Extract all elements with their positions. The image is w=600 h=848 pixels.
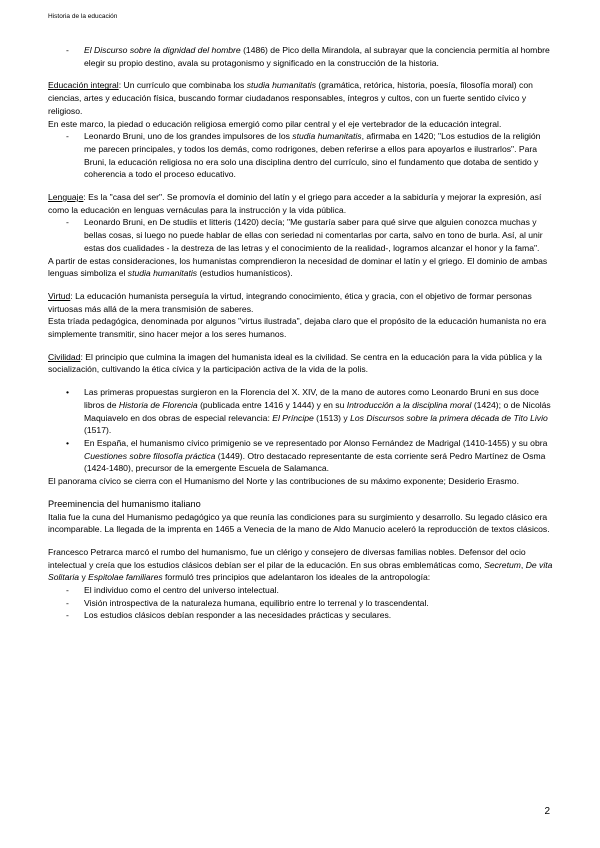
bullet-list: [48, 386, 554, 475]
quote-list: [48, 130, 554, 181]
section-virtud: [48, 290, 554, 341]
page-number: 2: [544, 806, 550, 817]
section-term: Civilidad: [48, 351, 81, 362]
paragraph: A partir de estas consideraciones, los humanistas comprendieron la necesidad de dominar el latín y el griego. El dominio de ambas lenguas simboliza el studia humanitatis (estudios humanísticos).: [48, 255, 548, 279]
list-item: • Las primeras propuestas surgieron en la Florencia del X. XIV, de la mano de autores como Leonardo Bruni en sus doce libros de Historia de Florencia (publicada entre 1416 y 1444) y en su Introducción a la disciplina moral (1424); o de Nicolás Maquiavelo en dos obras de especial relevancia: El Príncipe (1513) y Los Discursos sobre la primera década de Tito Livio (1517).: [48, 386, 554, 437]
paragraph: Lenguaje: Es la "casa del ser". Se promovía el dominio del latín y el griego para acceder a la sabiduría y mejorar la expresión, así como la educación en lenguas vernáculas para la instrucción y la vida pública.: [48, 192, 542, 215]
paragraph: Virtud: La educación humanista perseguía la virtud, integrando conocimiento, ética y gracia, con el objetivo de formar personas virtuosas más allá de la mera transmisión de saberes.: [48, 290, 532, 314]
section-civilidad: [48, 351, 554, 488]
intro-list: [48, 44, 554, 69]
list-item: - Leonardo Bruni, uno de los grandes impulsores de los studia humanitatis, afirmaba en 1420; "Los estudios de la religión me parecen principales, y todos los demás, como rodrigones, deben referirse a ellos para apoyarlos e ilustrarlos". Para Bruni, la educación religiosa no era solo una disciplina dentro del currículo, sino el fundamento que dotaba de sentido y coherencia a todo el proceso educativo.: [48, 130, 554, 181]
list-item: - El Discurso sobre la dignidad del hombre (1486) de Pico della Mirandola, al subrayar que la conciencia permitía al hombre elegir su propio destino, avala su protagonismo y significado en la construcción de la historia.: [48, 44, 554, 69]
section-educacion-integral: [48, 79, 554, 181]
running-header: Historia de la educación: [48, 13, 118, 20]
quote-list: [48, 216, 554, 254]
list-item: • En España, el humanismo cívico primigenio se ve representado por Alonso Fernández de Madrigal (1410-1455) y su obra Cuestiones sobre filosofía práctica (1449). Otro destacado representante de esta corriente será Pedro Martínez de Osma (1424-1480), precursor de la emergente Escuela de Salamanca.: [48, 437, 554, 475]
paragraph: Esta tríada pedagógica, denominada por algunos "virtus ilustrada", dejaba claro que el propósito de la educación humanista no era simplemente transmitir, sino hacer mejor a los seres humanos.: [48, 316, 547, 340]
paragraph: En este marco, la piedad o educación religiosa emergió como pilar central y el eje vertebrador de la educación integral.: [48, 118, 502, 129]
document-body: [48, 44, 554, 622]
section-lenguaje: [48, 191, 554, 280]
paragraph: Italia fue la cuna del Humanismo pedagógico ya que reunía las condiciones para su surgimiento y desarrollo. Su legado clásico era incomparable. La llegada de la imprenta en 1465 a Venecia de la mano de Aldo Manucio aceleró la reproducción de textos clásicos.: [48, 511, 550, 535]
section-title: Preeminencia del humanismo italiano: [48, 498, 201, 509]
paragraph: Educación integral: Un currículo que combinaba los studia humanitatis (gramática, retórica, historia, poesía, filosofía moral) con ciencias, artes y educación física, buscando formar ciudadanos responsables, íntegros y cultos, con un fuerte sentido cívico y religioso.: [48, 80, 533, 116]
list-item: - Los estudios clásicos debían responder a las necesidades prácticas y seculares.: [48, 609, 554, 622]
paragraph: Francesco Petrarca marcó el rumbo del humanismo, fue un clérigo y consejero de diversas familias nobles. Defensor del ocio intelectual y creía que los estudios clásicos debían ser el pilar de la educación. En sus obras emblemáticas como, Secretum, De vita Solitaria y Espitolae familiares formuló tres principios que adelantaron los ideales de la antropología:: [48, 546, 553, 583]
section-preeminencia: [48, 498, 554, 622]
list-item: - El individuo como el centro del universo intelectual.: [48, 584, 554, 597]
paragraph: Civilidad: El principio que culmina la imagen del humanista ideal es la civilidad. Se centra en la educación para la vida pública y la socialización, cultivando la ética cívica y la participación activa de la vida de la polis.: [48, 351, 542, 375]
section-term: Lenguaje: [48, 192, 84, 203]
paragraph: El panorama cívico se cierra con el Humanismo del Norte y las contribuciones de su máximo exponente; Desiderio Erasmo.: [48, 476, 519, 487]
section-term: Virtud: [48, 290, 71, 301]
list-item: - Leonardo Bruni, en De studiis et litteris (1420) decía; "Me gustaría saber para qué sirve que alguien conozca muchas y bellas cosas, si luego no puede hablar de ellas con seriedad ni comentarlas por carta, salvo en tono de burla. Así, al unir estas dos cualidades - la destreza de las letras y el conocimiento de la realidad-, logramos alcanzar el honor y la fama".: [48, 216, 554, 254]
principles-list: [48, 584, 554, 622]
list-item: - Visión introspectiva de la naturaleza humana, equilibrio entre lo terrenal y lo trascendental.: [48, 597, 554, 610]
section-term: Educación integral: [48, 80, 119, 91]
